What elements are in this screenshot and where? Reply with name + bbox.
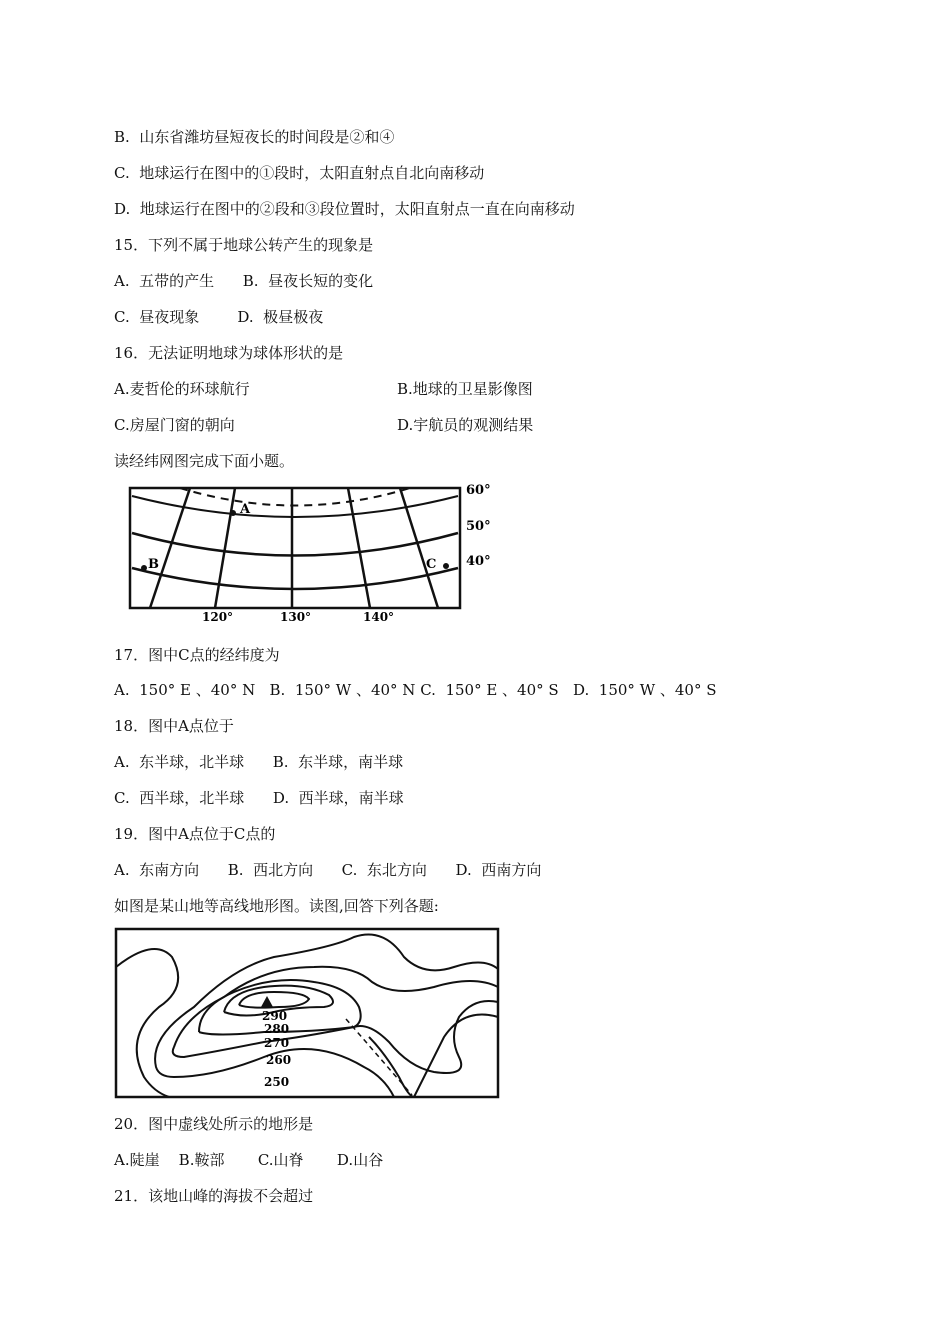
triangle-peak-icon (261, 996, 273, 1007)
q18-options-ab: A. 东半球，北半球 B. 东半球，南半球 (114, 753, 404, 771)
q14-option-c: C. 地球运行在图中的①段时，太阳直射点自北向南移动 (114, 164, 485, 182)
lat-label-50: 50° (466, 519, 491, 534)
meridian-120 (215, 488, 235, 608)
contour-label-280: 280 (264, 1022, 290, 1036)
meridian-left-outer (150, 488, 190, 608)
q14-option-d: D. 地球运行在图中的②段和③段位置时，太阳直射点一直在向南移动 (114, 200, 575, 218)
q14-option-b: B. 山东省潍坊昼短夜长的时间段是②和④ (114, 128, 395, 146)
meridian-140 (348, 488, 370, 608)
q18-options-cd: C. 西半球，北半球 D. 西半球，南半球 (114, 789, 404, 807)
lat-label-60: 60° (466, 483, 491, 498)
q16-option-d: D.宇航员的观测结果 (397, 416, 534, 434)
question-16: 16．无法证明地球为球体形状的是 (114, 344, 344, 362)
q16-option-c: C.房屋门窗的朝向 (114, 416, 235, 434)
point-a-label: A (240, 502, 251, 517)
q17-options: A. 150° E 、40° N B. 150° W 、40° N C. 150° E 、40° S D. 150° W 、40° S (114, 681, 717, 699)
question-19: 19．图中A点位于C点的 (114, 825, 276, 843)
contour-label-270: 270 (264, 1036, 290, 1050)
point-b-label: B (148, 557, 159, 572)
parallel-50 (132, 533, 458, 556)
contour-intro: 如图是某山地等高线地形图。读图,回答下列各题: (114, 897, 439, 915)
lon-label-120: 120° (202, 610, 234, 623)
contour-label-290: 290 (262, 1009, 288, 1023)
contour-label-260: 260 (266, 1053, 292, 1067)
q16-option-a: A.麦哲伦的环球航行 (114, 380, 250, 398)
q15-options-ab: A. 五带的产生 B. 昼夜长短的变化 (114, 272, 374, 290)
question-18: 18．图中A点位于 (114, 717, 234, 735)
graticule-intro: 读经纬网图完成下面小题。 (114, 452, 295, 470)
graticule-map (120, 478, 510, 623)
lon-label-140: 140° (363, 610, 395, 623)
point-b-dot (141, 565, 147, 571)
contour-line-290 (239, 992, 309, 1008)
question-20: 20．图中虚线处所示的地形是 (114, 1115, 314, 1133)
q19-options: A. 东南方向 B. 西北方向 C. 东北方向 D. 西南方向 (114, 861, 542, 879)
q20-options: A.陡崖 B.鞍部 C.山脊 D.山谷 (114, 1151, 384, 1169)
point-c-label: C (426, 557, 437, 572)
parallel-60-dashed (180, 488, 410, 506)
contour-map (114, 927, 502, 1099)
meridian-right-outer (400, 488, 438, 608)
q15-options-cd: C. 昼夜现象 D. 极昼极夜 (114, 308, 324, 326)
question-15: 15．下列不属于地球公转产生的现象是 (114, 236, 374, 254)
lat-label-40: 40° (466, 554, 491, 569)
question-17: 17．图中C点的经纬度为 (114, 646, 280, 664)
parallel-40 (132, 568, 458, 589)
question-21: 21．该地山峰的海拔不会超过 (114, 1187, 314, 1205)
point-c-dot (443, 563, 449, 569)
point-a-dot (230, 510, 236, 516)
contour-line-edge (116, 949, 178, 1097)
lon-label-130: 130° (280, 610, 312, 623)
contour-label-250: 250 (264, 1075, 290, 1089)
q16-option-b: B.地球的卫星影像图 (397, 380, 533, 398)
